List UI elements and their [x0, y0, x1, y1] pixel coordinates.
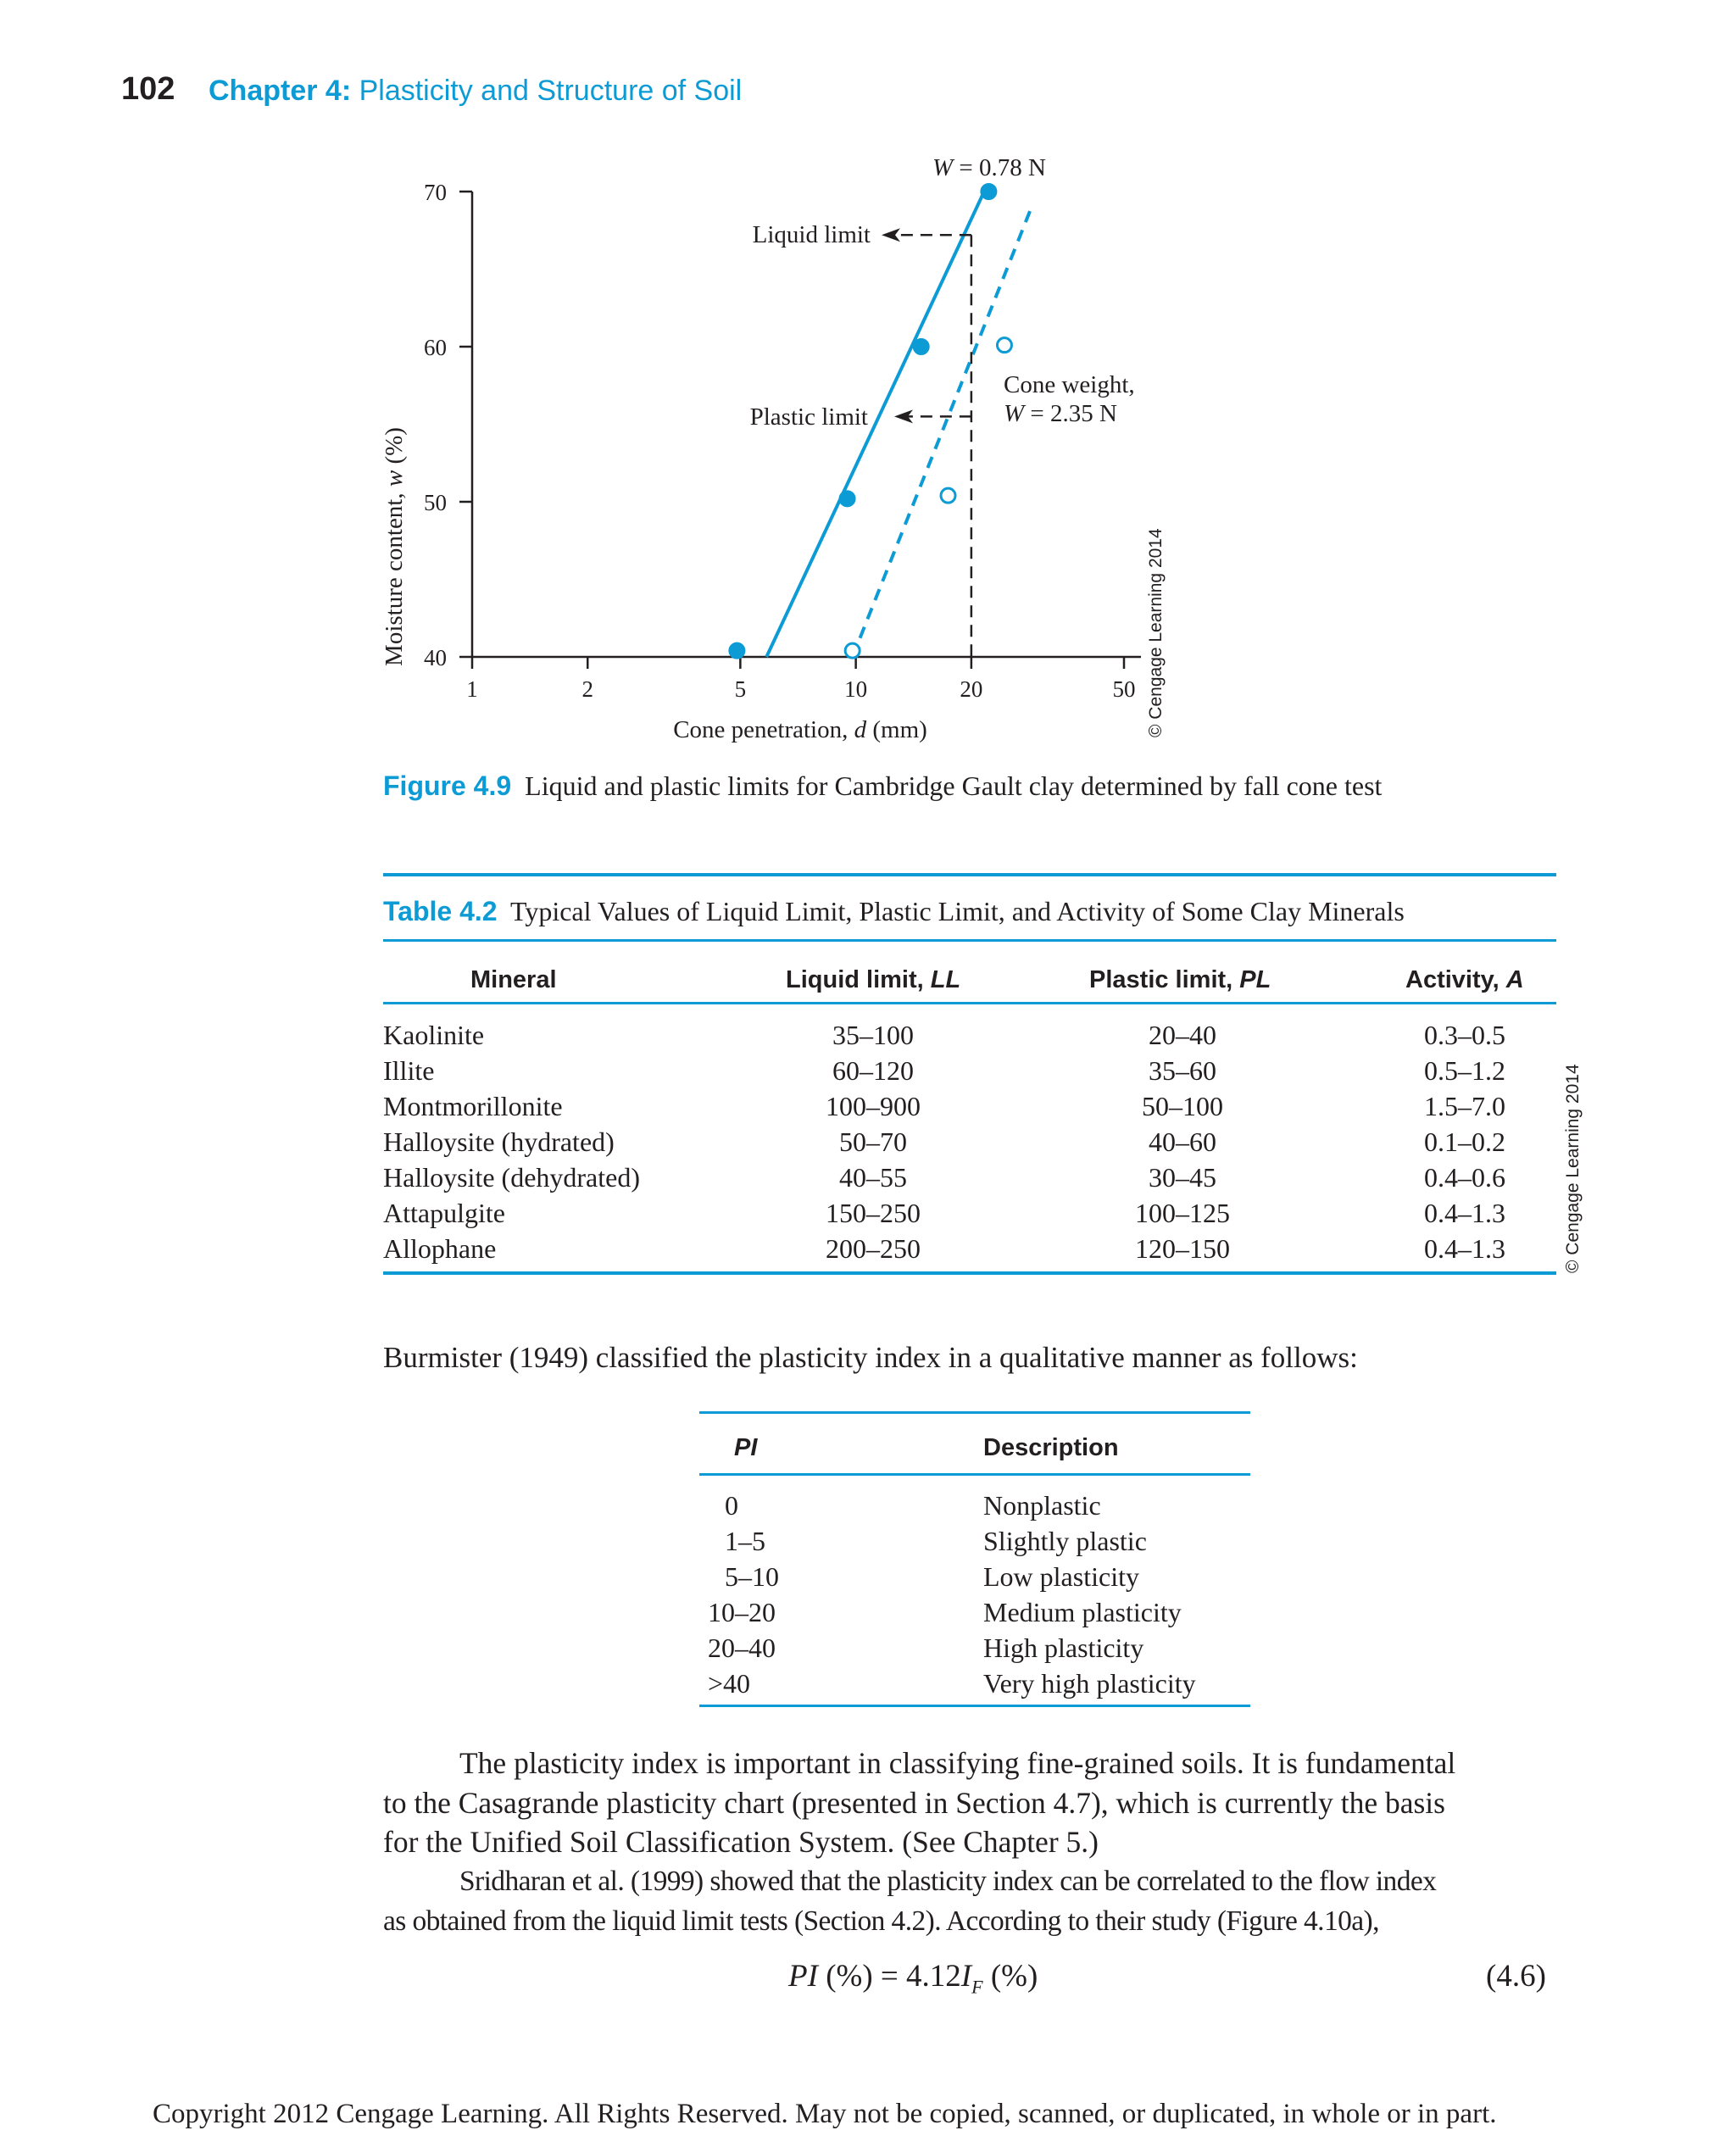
table-cell: 0.4–1.3 [1424, 1233, 1505, 1264]
chart-y-tick-label: 50 [424, 490, 447, 515]
paragraph-line: Sridharan et al. (1999) showed that the plasticity index can be correlated to the flow index [459, 1866, 1437, 1897]
table-cell: 30–45 [1149, 1162, 1216, 1193]
table-cell: 50–70 [839, 1126, 907, 1157]
chart-y-tick-label: 70 [424, 180, 447, 205]
chart-x-tick-label: 2 [581, 676, 594, 702]
page-number: 102 [121, 71, 175, 107]
equation-number: (4.6) [1486, 1959, 1546, 1994]
pi-table-bottom-rule [699, 1705, 1250, 1707]
table-cell: 0.3–0.5 [1424, 1020, 1505, 1050]
table-cell: 120–150 [1135, 1233, 1230, 1264]
table-credit: © Cengage Learning 2014 [1563, 1064, 1583, 1273]
paragraph-line: as obtained from the liquid limit tests (Section 4.2). According to their study (Figure 4.10a), [383, 1905, 1379, 1937]
chart-x-tick-label: 50 [1112, 676, 1136, 702]
table-cell: 150–250 [826, 1198, 921, 1228]
paragraph-line: for the Unified Soil Classification System. (See Chapter 5.) [383, 1825, 1099, 1859]
chart-series-line-2 [853, 210, 1031, 657]
chart-y-tick-label: 40 [424, 645, 447, 670]
table-cell: Very high plasticity [983, 1668, 1196, 1699]
table-cell: 5–10 [725, 1561, 779, 1592]
table-bottom-rule [383, 1271, 1556, 1275]
chart-point-filled [982, 185, 996, 199]
chart-point-filled [730, 643, 744, 658]
chart-point-filled [914, 340, 928, 354]
chart-y-tick-label: 60 [424, 335, 447, 360]
table-cell: 100–125 [1135, 1198, 1230, 1228]
table-cell: Slightly plastic [983, 1526, 1147, 1556]
chart-cone-weight-value: W = 2.35 N [1004, 400, 1117, 427]
paragraph-2 [383, 1862, 1556, 1941]
table-cell: 0.4–0.6 [1424, 1162, 1505, 1193]
chart-point-filled [840, 492, 854, 506]
table-cell: 35–100 [832, 1020, 914, 1050]
col-header-description: Description [983, 1434, 1119, 1461]
table-title-text: Typical Values of Liquid Limit, Plastic Limit, and Activity of Some Clay Minerals [510, 896, 1405, 926]
chapter-label: Chapter 4: [209, 75, 352, 107]
figure-credit: © Cengage Learning 2014 [1146, 528, 1166, 737]
table-cell: High plasticity [983, 1632, 1144, 1663]
chart-point-open [941, 488, 955, 503]
chart-x-axis-label: Cone penetration, d (mm) [673, 716, 927, 743]
figure-caption-text: Liquid and plastic limits for Cambridge Gault clay determined by fall cone test [525, 770, 1383, 801]
table-cell: 40–55 [839, 1162, 907, 1193]
pi-table-header-rule [699, 1473, 1250, 1476]
col-description [983, 1488, 1196, 1701]
paragraph-line: The plasticity index is important in classifying fine-grained soils. It is fundamental [459, 1746, 1456, 1780]
table-cell: 60–120 [832, 1055, 914, 1086]
paragraph-line: to the Casagrande plasticity chart (presented in Section 4.7), which is currently the basis [383, 1785, 1445, 1820]
table-cell: 35–60 [1149, 1055, 1216, 1086]
col-header-pi: PI [734, 1434, 758, 1461]
table-cell: 0.4–1.3 [1424, 1198, 1505, 1228]
chart-liquid-limit-arrowhead [882, 228, 900, 242]
table-cell: Montmorillonite [383, 1091, 563, 1121]
paragraph-1 [383, 1744, 1556, 1862]
col-header-liquid-limit: Liquid limit, LL [786, 966, 961, 993]
chart-x-tick-label: 10 [844, 676, 868, 702]
table-cell: 1.5–7.0 [1424, 1091, 1505, 1121]
table-cell: 100–900 [826, 1091, 921, 1121]
table-cell: 0.5–1.2 [1424, 1055, 1505, 1086]
table-cell: 40–60 [1149, 1126, 1216, 1157]
table-title-rule [383, 939, 1556, 942]
chart-cone-weight-label: Cone weight, [1004, 371, 1135, 398]
table-cell: Medium plasticity [983, 1597, 1182, 1627]
table-top-rule [383, 873, 1556, 876]
chart-plastic-limit-label: Plastic limit [749, 403, 868, 431]
table-cell: 1–5 [725, 1526, 765, 1556]
pi-table-top-rule [699, 1411, 1250, 1414]
chart-x-tick-label: 20 [960, 676, 983, 702]
table-cell: 0 [725, 1490, 738, 1521]
burmister-intro: Burmister (1949) classified the plasticity index in a qualitative manner as follows: [383, 1341, 1358, 1374]
col-liquid-limit [788, 1017, 958, 1266]
chart-x-tick-label: 5 [734, 676, 747, 702]
chart-point-open [997, 338, 1011, 353]
table-label: Table 4.2 [383, 896, 498, 926]
table-cell: 20–40 [1149, 1020, 1216, 1050]
chart-top-weight-label: W = 0.78 N [932, 154, 1046, 181]
table-header-rule [383, 1002, 1556, 1004]
table-cell: Kaolinite [383, 1020, 485, 1050]
table-title [383, 896, 1405, 927]
table-cell: 0.1–0.2 [1424, 1126, 1505, 1157]
table-cell: Nonplastic [983, 1490, 1101, 1521]
col-plastic-limit [1098, 1017, 1267, 1266]
chart-x-tick-label: 1 [466, 676, 478, 702]
col-header-activity: Activity, A [1405, 966, 1524, 993]
col-mineral [383, 1017, 640, 1266]
figure-caption [383, 770, 1382, 802]
table-cell: 200–250 [826, 1233, 921, 1264]
table-cell: Attapulgite [383, 1198, 505, 1228]
col-header-plastic-limit: Plastic limit, PL [1089, 966, 1271, 993]
page-footer-copyright: Copyright 2012 Cengage Learning. All Rights Reserved. May not be copied, scanned, or duplicated, in whole or in part. [153, 2099, 1497, 2129]
table-cell: Low plasticity [983, 1561, 1139, 1592]
table-cell: Halloysite (hydrated) [383, 1126, 615, 1157]
table-cell: Illite [383, 1055, 435, 1086]
chart-point-open [845, 643, 860, 658]
figure-label: Figure 4.9 [383, 770, 512, 801]
table-cell: 50–100 [1142, 1091, 1223, 1121]
col-header-mineral: Mineral [470, 966, 557, 993]
chart-liquid-limit-label: Liquid limit [752, 221, 871, 248]
equation-4-6: PI (%) = $4.12I_F$ (%) [788, 1959, 1038, 1998]
table-cell: Halloysite (dehydrated) [383, 1162, 640, 1193]
col-activity [1424, 1017, 1505, 1266]
chart-y-axis-label: Moisture content, w (%) [381, 427, 408, 666]
figure-chart [0, 0, 1736, 763]
chapter-name: Plasticity and Structure of Soil [359, 75, 743, 107]
table-cell: Allophane [383, 1233, 497, 1264]
